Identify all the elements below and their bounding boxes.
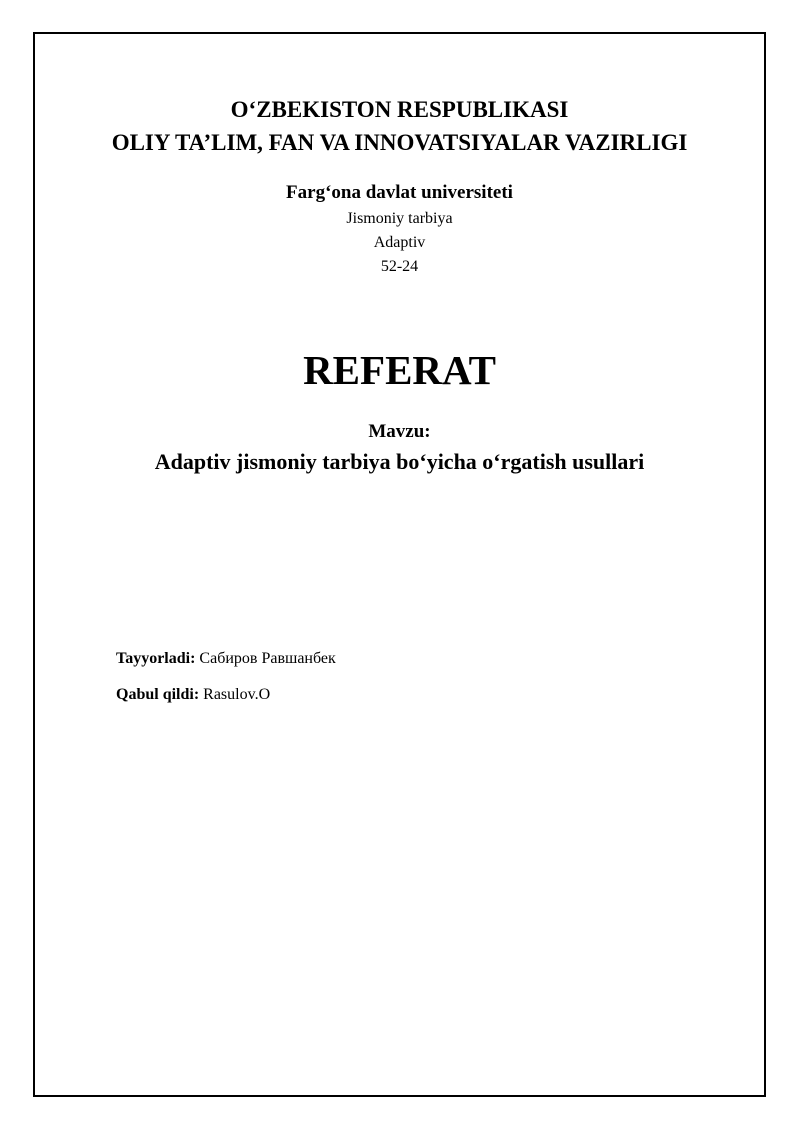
- university-name: Farg‘ona davlat universiteti: [286, 182, 513, 203]
- prepared-by-label: Tayyorladi:: [116, 650, 196, 667]
- direction-name: Adaptiv: [373, 234, 426, 251]
- accepted-by-line: [116, 686, 270, 704]
- accepted-by-value: Rasulov.O: [203, 686, 271, 703]
- document-type-title: REFERAT: [303, 347, 496, 393]
- topic-title: Adaptiv jismoniy tarbiya bo‘yicha o‘rgatish usullari: [154, 449, 645, 474]
- group-number: 52-24: [380, 258, 419, 275]
- faculty-name: Jismoniy tarbiya: [346, 210, 453, 227]
- prepared-by-line: [116, 650, 336, 668]
- topic-label: Mavzu:: [368, 421, 431, 442]
- prepared-by-value: Сабиров Равшанбек: [199, 650, 336, 667]
- accepted-by-label: Qabul qildi:: [116, 686, 200, 703]
- country-title: O‘ZBEKISTON RESPUBLIKASI: [230, 97, 569, 122]
- ministry-title: OLIY TA’LIM, FAN VA INNOVATSIYALAR VAZIRLIGI: [111, 130, 688, 155]
